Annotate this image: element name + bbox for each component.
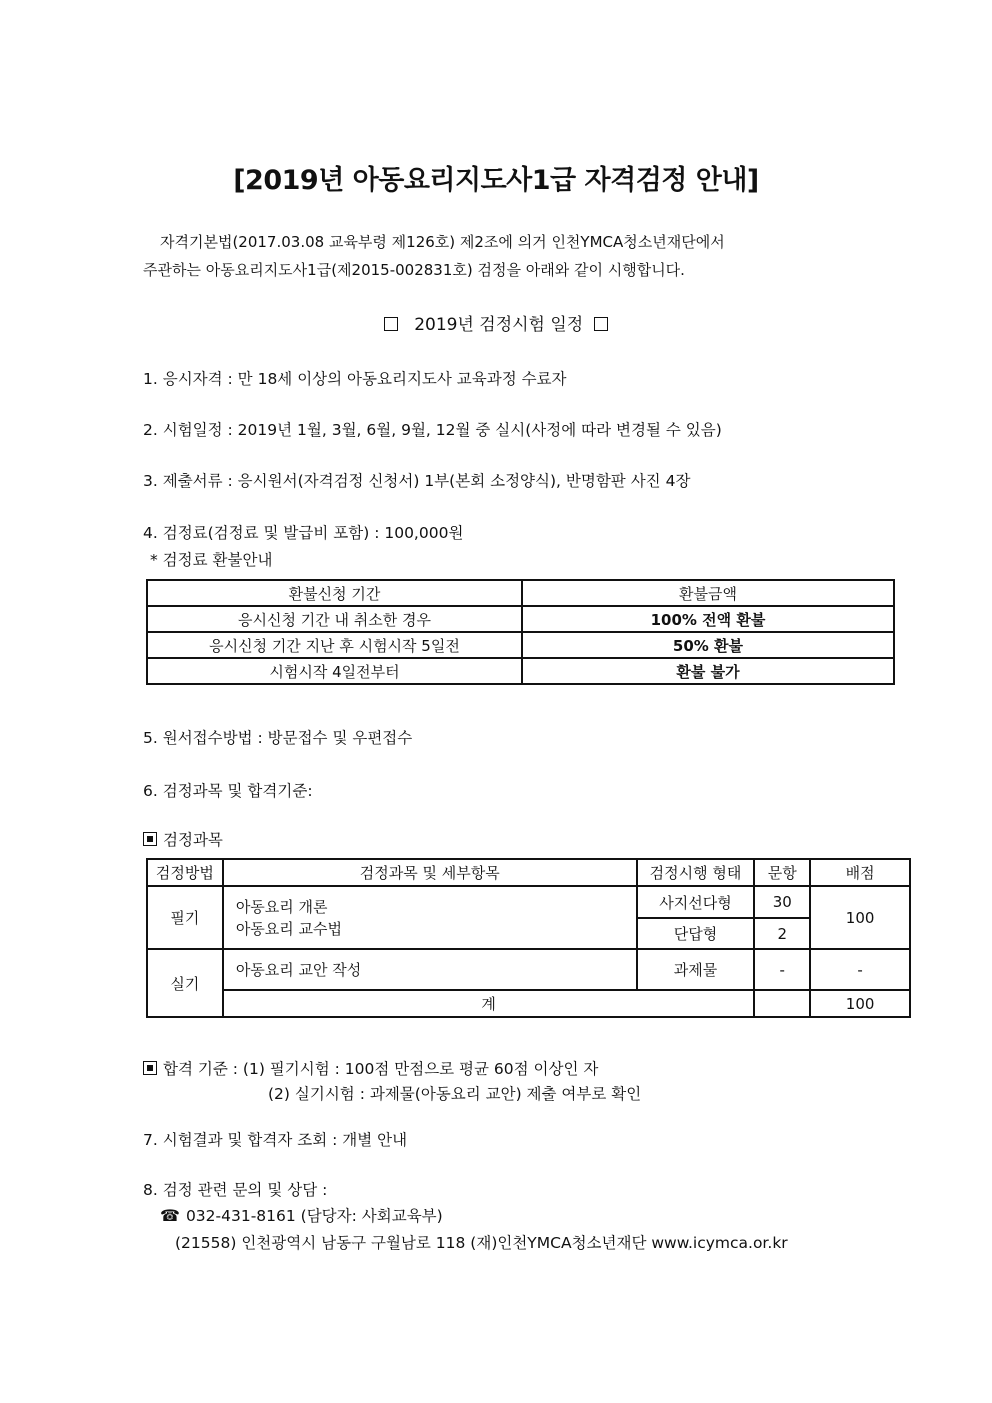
written-subjects xyxy=(223,886,637,949)
subjects-header-score: 배점 xyxy=(810,859,910,886)
refund-amount: 50% 환불 xyxy=(522,632,894,658)
square-icon xyxy=(384,317,398,331)
subjects-header-form: 검정시행 형태 xyxy=(637,859,755,886)
item-schedule: 2. 시험일정 : 2019년 1월, 3월, 6월, 9월, 12월 중 실시(사정에 따라 변경될 수 있음) xyxy=(143,421,722,439)
intro-line-1: 자격기본법(2017.03.08 교육부령 제126호) 제2조에 의거 인천YMCA청소년재단에서 xyxy=(160,233,725,251)
table-row xyxy=(147,859,910,886)
criteria-label: 합격 기준 : xyxy=(163,1060,238,1078)
subjects-table xyxy=(146,858,911,1018)
written-score: 100 xyxy=(810,886,910,949)
item-subjects: 6. 검정과목 및 합격기준: xyxy=(143,782,313,800)
refund-period: 응시신청 기간 내 취소한 경우 xyxy=(147,606,522,632)
item-documents: 3. 제출서류 : 응시원서(자격검정 신청서) 1부(본회 소정양식), 반명함판 사진 4장 xyxy=(143,472,691,490)
intro-line-2: 주관하는 아동요리지도사1급(제2015-002831호) 검정을 아래와 같이 시행합니다. xyxy=(143,261,685,279)
subjects-heading-text: 검정과목 xyxy=(163,831,223,849)
total-label: 계 xyxy=(223,990,755,1017)
contact-phone-line xyxy=(160,1204,443,1226)
item-refund-note: * 검정료 환불안내 xyxy=(150,551,273,569)
refund-period: 시험시작 4일전부터 xyxy=(147,658,522,684)
practical-form: 과제물 xyxy=(637,949,755,990)
criteria-line-1 xyxy=(143,1057,598,1079)
schedule-heading xyxy=(0,310,992,335)
subjects-header-count: 문항 xyxy=(754,859,810,886)
table-row xyxy=(147,580,894,606)
total-count xyxy=(754,990,810,1017)
refund-amount: 100% 전액 환불 xyxy=(522,606,894,632)
criteria-practical: (2) 실기시험 : 과제물(아동요리 교안) 제출 여부로 확인 xyxy=(268,1085,642,1103)
refund-header-amount: 환불금액 xyxy=(522,580,894,606)
refund-period: 응시신청 기간 지난 후 시험시작 5일전 xyxy=(147,632,522,658)
item-application: 5. 원서접수방법 : 방문접수 및 우편접수 xyxy=(143,729,413,747)
written-count-1: 30 xyxy=(754,886,810,918)
practical-subject: 아동요리 교안 작성 xyxy=(223,949,637,990)
contact-address: (21558) 인천광역시 남동구 구월남로 118 (재)인천YMCA청소년재단 www.icymca.or.kr xyxy=(175,1234,788,1252)
table-row xyxy=(147,990,910,1017)
total-score: 100 xyxy=(810,990,910,1017)
criteria-written: (1) 필기시험 : 100점 만점으로 평균 60점 이상인 자 xyxy=(242,1060,599,1078)
written-method: 필기 xyxy=(147,886,223,949)
table-row xyxy=(147,658,894,684)
refund-header-period: 환불신청 기간 xyxy=(147,580,522,606)
schedule-heading-text: 2019년 검정시험 일정 xyxy=(414,315,584,335)
subjects-header-method: 검정방법 xyxy=(147,859,223,886)
written-form-2: 단답형 xyxy=(637,918,755,949)
item-inquiry: 8. 검정 관련 문의 및 상담 : xyxy=(143,1181,328,1199)
table-row xyxy=(147,886,910,918)
table-row xyxy=(147,606,894,632)
item-eligibility: 1. 응시자격 : 만 18세 이상의 아동요리지도사 교육과정 수료자 xyxy=(143,370,567,388)
filled-square-icon xyxy=(143,832,157,846)
subjects-heading xyxy=(143,828,223,850)
phone-icon: ☎ xyxy=(160,1206,180,1225)
item-results: 7. 시험결과 및 합격자 조회 : 개별 안내 xyxy=(143,1131,408,1149)
table-row xyxy=(147,632,894,658)
practical-score: - xyxy=(810,949,910,990)
table-row xyxy=(147,949,910,990)
written-subject-2: 아동요리 교수법 xyxy=(235,919,343,938)
filled-square-icon xyxy=(143,1061,157,1075)
refund-amount: 환불 불가 xyxy=(522,658,894,684)
contact-phone: 032-431-8161 (담당자: 사회교육부) xyxy=(185,1207,443,1225)
written-subject-1: 아동요리 개론 xyxy=(235,897,328,916)
page-title: [2019년 아동요리지도사1급 자격검정 안내] xyxy=(233,165,759,196)
practical-count: - xyxy=(754,949,810,990)
square-icon xyxy=(594,317,608,331)
refund-table xyxy=(146,579,895,685)
subjects-header-subject: 검정과목 및 세부항목 xyxy=(223,859,637,886)
written-count-2: 2 xyxy=(754,918,810,949)
item-fee: 4. 검정료(검정료 및 발급비 포함) : 100,000원 xyxy=(143,524,464,542)
written-form-1: 사지선다형 xyxy=(637,886,755,918)
practical-method: 실기 xyxy=(147,949,223,1017)
